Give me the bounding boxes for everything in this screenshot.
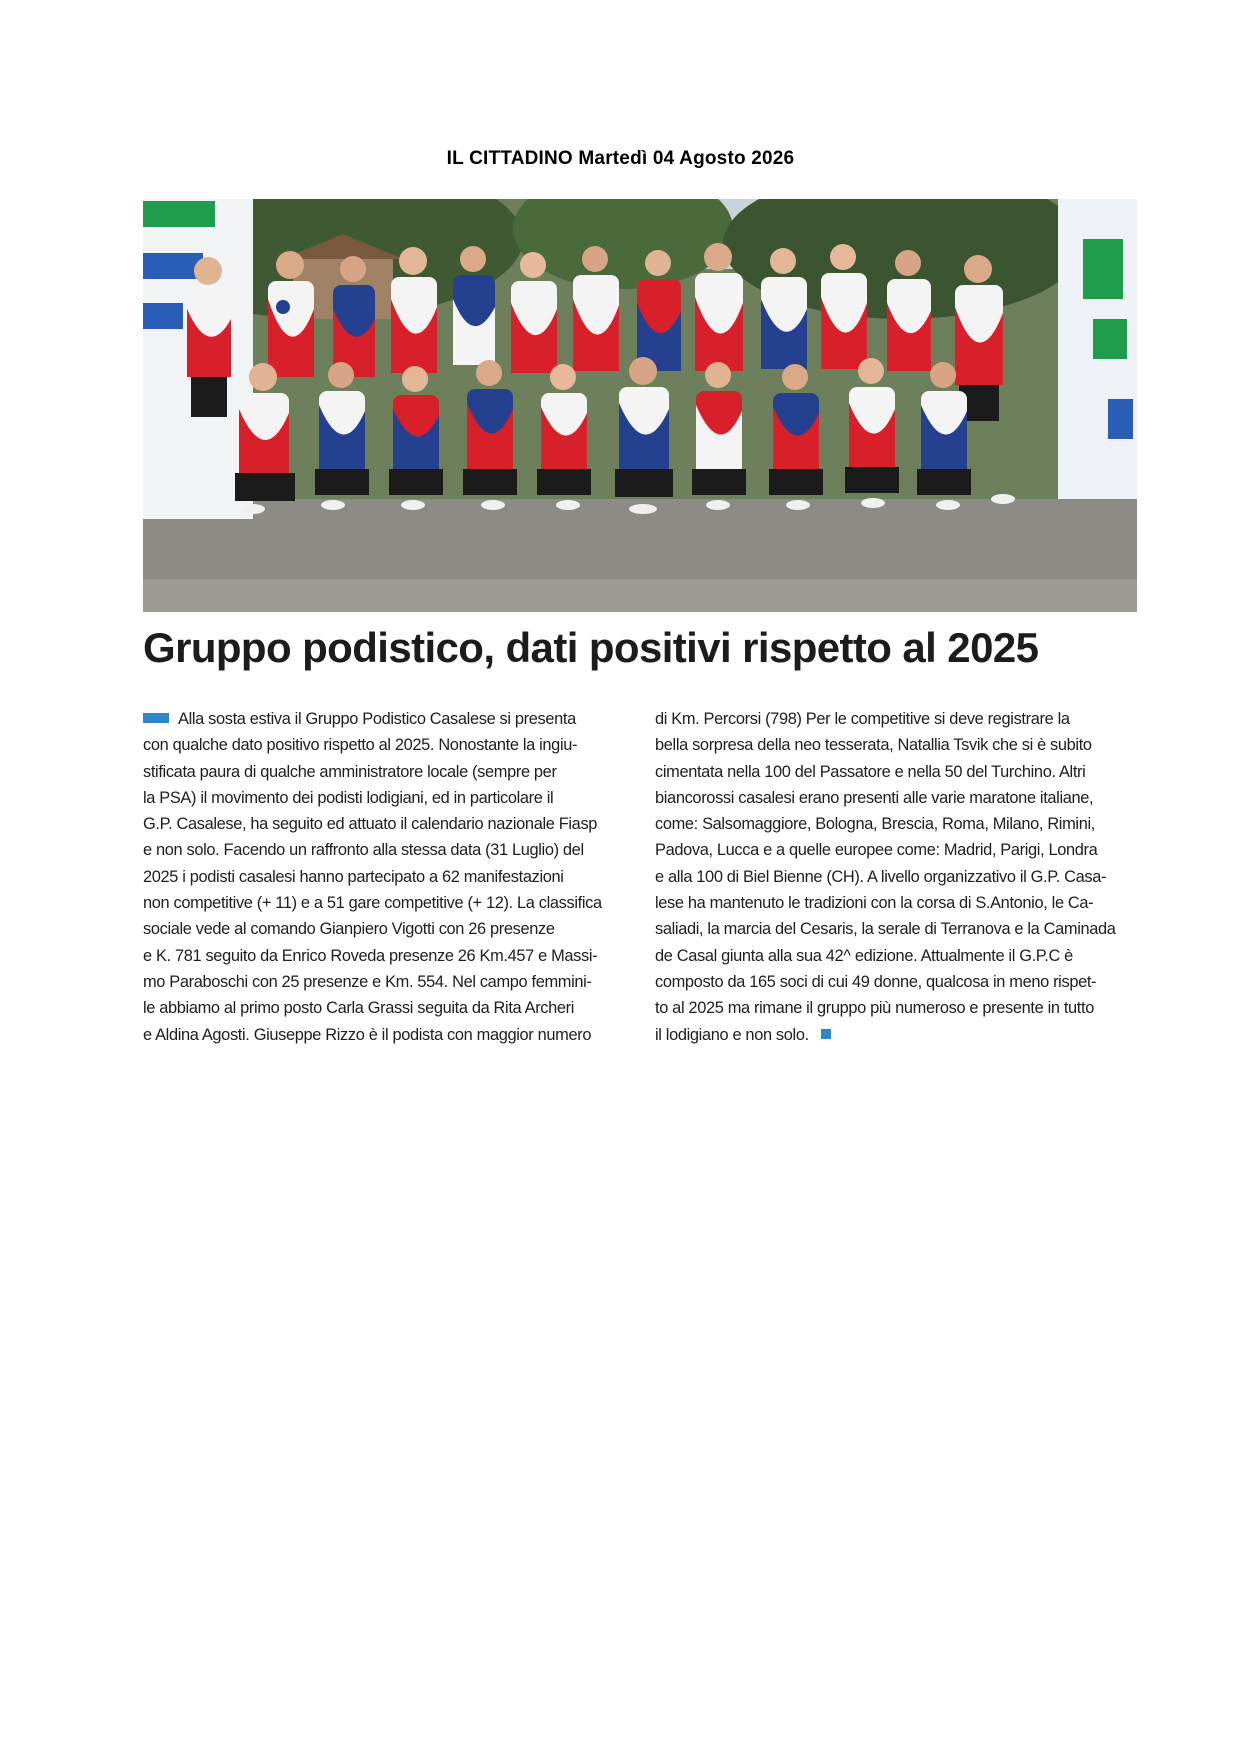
article-line: il lodigiano e non solo.: [655, 1022, 1137, 1048]
article-headline: Gruppo podistico, dati positivi rispetto al 2025: [143, 624, 1039, 671]
article-line: G.P. Casalese, ha seguito ed attuato il calendario nazionale Fiasp: [143, 815, 598, 834]
article-line: e alla 100 di Biel Bienne (CH). A livello organizzativo il G.P. Casa-: [655, 867, 1107, 886]
article-line: le abbiamo al primo posto Carla Grassi seguita da Rita Archeri: [143, 999, 575, 1018]
article-line: con qualche dato positivo rispetto al 2025. Nonostante la ingiu-: [143, 736, 578, 755]
article-line: di Km. Percorsi (798) Per le competitive si deve registrare la: [655, 710, 1070, 728]
article-line: cimentata nella 100 del Passatore e nella 50 del Turchino. Altri: [655, 762, 1086, 781]
article-line: non competitive (+ 11) e a 51 gare competitive (+ 12). La classifica: [143, 894, 602, 913]
group-photo: [143, 199, 1137, 612]
section-marker-icon: [143, 713, 169, 723]
article-left-column: [143, 706, 625, 1048]
article-line: Padova, Lucca e a quelle europee come: Madrid, Parigi, Londra: [655, 841, 1098, 860]
article-line: lese ha mantenuto le tradizioni con la corsa di S.Antonio, le Ca-: [655, 894, 1094, 913]
article-line: bella sorpresa della neo tesserata, Natallia Tsvik che si è subito: [655, 736, 1092, 755]
article-line: de Casal giunta alla sua 42^ edizione. Attualmente il G.P.C è: [655, 946, 1073, 965]
article-line: la PSA) il movimento dei podisti lodigiani, ed in particolare il: [143, 788, 554, 807]
article-line: mo Paraboschi con 25 presenze e Km. 554. Nel campo femmini-: [143, 972, 592, 991]
article-line: saliadi, la marcia del Cesaris, la serale di Terranova e la Caminada: [655, 920, 1116, 939]
article-line: e non solo. Facendo un raffronto alla stessa data (31 Luglio) del: [143, 841, 584, 860]
end-of-article-icon: [821, 1029, 831, 1039]
article-line: come: Salsomaggiore, Bologna, Brescia, Roma, Milano, Rimini,: [655, 815, 1095, 834]
article-line: e K. 781 seguito da Enrico Roveda presenze 26 Km.457 e Massi-: [143, 946, 598, 965]
article-line: biancorossi casalesi erano presenti alle varie maratone italiane,: [655, 788, 1094, 807]
article-right-column: [655, 706, 1137, 1048]
article-line: 2025 i podisti casalesi hanno partecipato a 62 manifestazioni: [143, 867, 564, 886]
article-line: e Aldina Agosti. Giuseppe Rizzo è il podista con maggior numero: [143, 1025, 592, 1044]
article-line: to al 2025 ma rimane il gruppo più numeroso e presente in tutto: [655, 999, 1094, 1018]
newspaper-masthead: IL CITTADINO Martedì 04 Agosto 2026: [446, 148, 795, 169]
article-line: stificata paura di qualche amministratore locale (sempre per: [143, 762, 557, 781]
article-line: sociale vede al comando Gianpiero Vigotti con 26 presenze: [143, 920, 555, 939]
article-line: composto da 165 soci di cui 49 donne, qualcosa in meno rispet-: [655, 972, 1097, 991]
article-line: Alla sosta estiva il Gruppo Podistico Casalese si presenta: [143, 706, 625, 732]
